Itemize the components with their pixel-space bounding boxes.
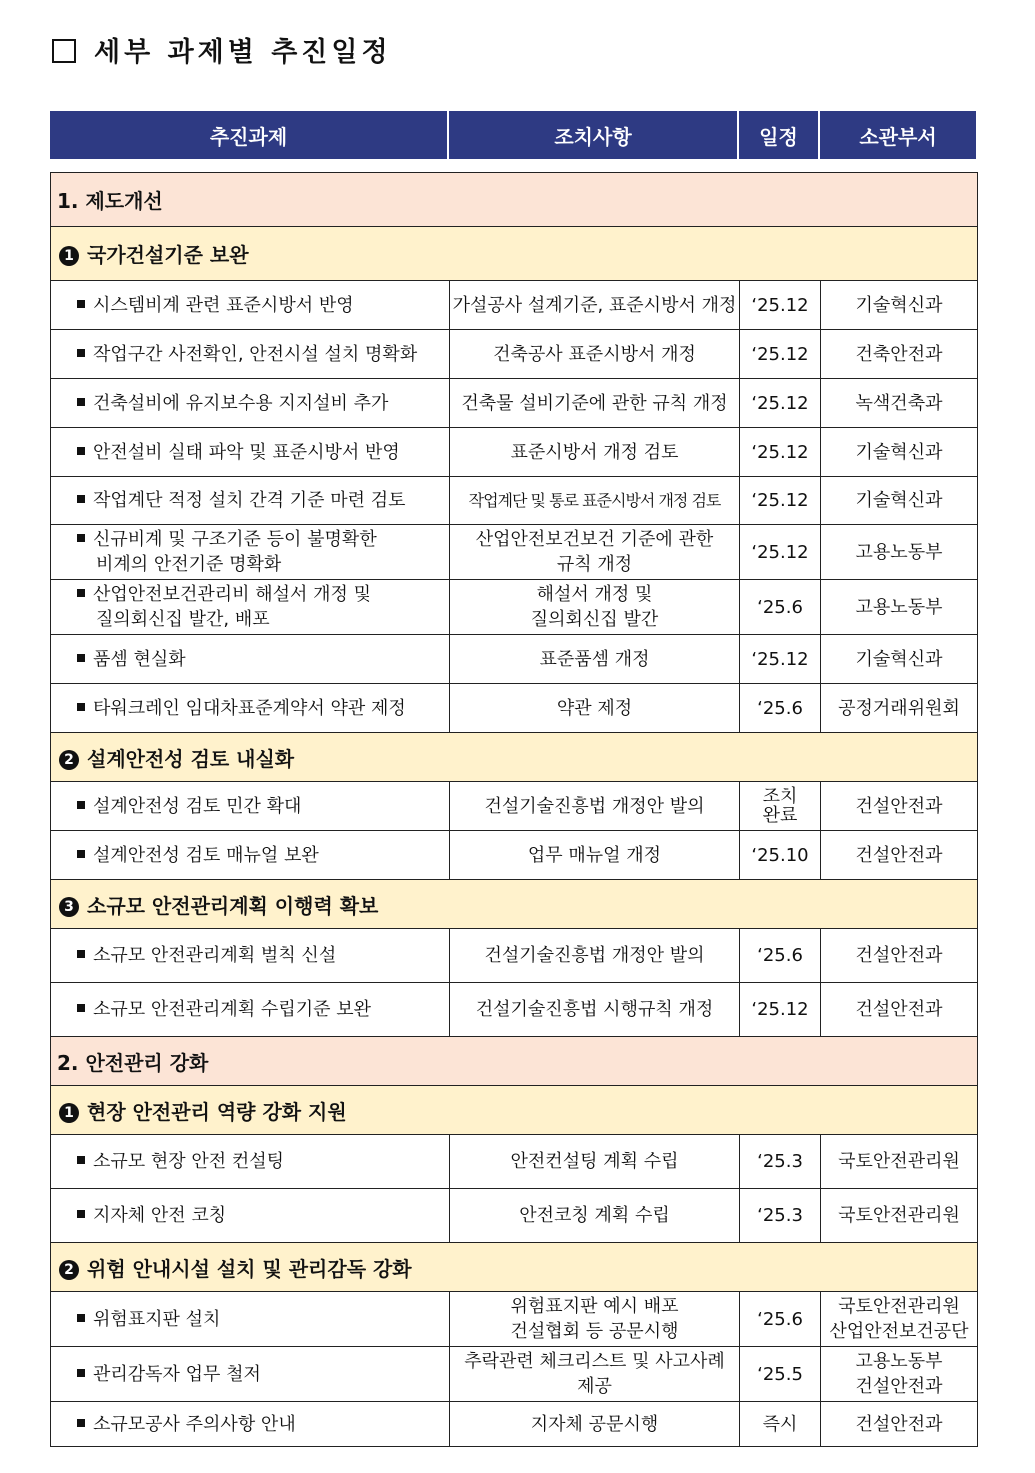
table-row (51, 525, 978, 580)
table-row (51, 684, 978, 733)
page-title: 세부 과제별 추진일정 (52, 30, 392, 69)
action-cell: 표준시방서 개정 검토 (450, 428, 740, 477)
schedule-cell: ‘25.3 (740, 1189, 821, 1243)
checkbox-square-icon (52, 39, 76, 63)
action-cell: 위험표지판 예시 배포 건설협회 등 공문시행 (450, 1292, 740, 1347)
circled-number-icon: 3 (59, 897, 79, 917)
task-text: 설계안전성 검토 민간 확대 (93, 795, 302, 817)
task-text: 신규비계 및 구조기준 등이 불명확한 (93, 529, 377, 550)
bullet-icon (77, 801, 85, 809)
task-text-line2: 비계의 안전기준 명확화 (96, 554, 282, 575)
action-cell: 작업계단 및 통로 표준시방서 개정 검토 (450, 477, 740, 525)
group-row (51, 733, 978, 782)
schedule-cell: ‘25.10 (740, 831, 821, 880)
group-label: 설계안전성 검토 내실화 (87, 746, 295, 771)
dept-cell: 기술혁신과 (821, 428, 978, 477)
schedule-cell: ‘25.12 (740, 379, 821, 428)
dept-cell: 고용노동부 (821, 525, 978, 580)
action-cell: 건설기술진흥법 개정안 발의 (450, 929, 740, 983)
bullet-icon (77, 398, 85, 406)
task-text-line2: 질의회신집 발간, 배포 (96, 609, 270, 630)
dept-cell: 기술혁신과 (821, 281, 978, 330)
task-text: 소규모 안전관리계획 벌칙 신설 (93, 945, 337, 966)
dept-cell: 공정거래위원회 (821, 684, 978, 733)
header-schedule: 일정 (739, 111, 820, 159)
dept-cell: 고용노동부 (821, 580, 978, 635)
table-row (51, 379, 978, 428)
dept-cell: 건설안전과 (821, 782, 978, 831)
header-action: 조치사항 (449, 111, 739, 159)
group-label: 소규모 안전관리계획 이행력 확보 (87, 893, 379, 918)
action-cell: 건축물 설비기준에 관한 규칙 개정 (450, 379, 740, 428)
schedule-cell: 조치 완료 (740, 782, 821, 831)
table-row (51, 1402, 978, 1447)
category-row (51, 173, 978, 227)
table-row (51, 428, 978, 477)
bullet-icon (77, 1369, 85, 1377)
bullet-icon (77, 1210, 85, 1218)
schedule-cell: ‘25.5 (740, 1347, 821, 1402)
group-label: 위험 안내시설 설치 및 관리감독 강화 (87, 1256, 412, 1281)
category-label: 2. 안전관리 강화 (51, 1037, 978, 1086)
group-row (51, 1086, 978, 1135)
dept-cell: 건축안전과 (821, 330, 978, 379)
dept-cell: 건설안전과 (821, 1402, 978, 1447)
circled-number-icon: 1 (59, 246, 79, 266)
group-row (51, 1243, 978, 1292)
schedule-cell: ‘25.6 (740, 929, 821, 983)
task-text: 작업계단 적정 설치 간격 기준 마련 검토 (93, 490, 406, 511)
table-row (51, 580, 978, 635)
dept-cell: 국토안전관리원 산업안전보건공단 (821, 1292, 978, 1347)
bullet-icon (77, 1156, 85, 1164)
schedule-cell: ‘25.6 (740, 684, 821, 733)
action-cell: 건설기술진흥법 시행규칙 개정 (450, 983, 740, 1037)
bullet-icon (77, 850, 85, 858)
action-cell: 지자체 공문시행 (450, 1402, 740, 1447)
action-cell: 해설서 개정 및 질의회신집 발간 (450, 580, 740, 635)
bullet-icon (77, 589, 85, 597)
task-text: 품셈 현실화 (93, 648, 186, 670)
task-text: 소규모 안전관리계획 수립기준 보완 (93, 999, 371, 1020)
action-cell: 업무 매뉴얼 개정 (450, 831, 740, 880)
category-label: 1. 제도개선 (51, 173, 978, 227)
bullet-icon (77, 349, 85, 357)
bullet-icon (77, 1314, 85, 1322)
dept-cell: 국토안전관리원 (821, 1189, 978, 1243)
action-cell: 약관 제정 (450, 684, 740, 733)
bullet-icon (77, 1419, 85, 1427)
task-text: 위험표지판 설치 (93, 1308, 221, 1330)
action-cell: 표준품셈 개정 (450, 635, 740, 684)
table-row (51, 477, 978, 525)
circled-number-icon: 2 (59, 1260, 79, 1280)
action-cell: 안전코칭 계획 수립 (450, 1189, 740, 1243)
task-text: 안전설비 실태 파악 및 표준시방서 반영 (93, 441, 400, 463)
task-text: 시스템비계 관련 표준시방서 반영 (93, 294, 354, 316)
group-row (51, 227, 978, 281)
dept-cell: 국토안전관리원 (821, 1135, 978, 1189)
bullet-icon (77, 534, 85, 542)
dept-cell: 녹색건축과 (821, 379, 978, 428)
table-row (51, 635, 978, 684)
header-dept: 소관부서 (859, 124, 937, 149)
action-cell: 건축공사 표준시방서 개정 (450, 330, 740, 379)
dept-cell: 기술혁신과 (821, 635, 978, 684)
circled-number-icon: 1 (59, 1103, 79, 1123)
bullet-icon (77, 1004, 85, 1012)
task-text: 소규모 현장 안전 컨설팅 (93, 1151, 285, 1172)
schedule-cell: ‘25.12 (740, 477, 821, 525)
dept-cell: 건설안전과 (821, 929, 978, 983)
dept-cell: 건설안전과 (821, 983, 978, 1037)
action-cell: 가설공사 설계기준, 표준시방서 개정 (450, 281, 740, 330)
task-text: 타워크레인 임대차표준계약서 약관 제정 (93, 697, 406, 719)
task-text: 작업구간 사전확인, 안전시설 설치 명확화 (93, 343, 418, 365)
schedule-cell: ‘25.12 (740, 330, 821, 379)
table-row (51, 281, 978, 330)
schedule-cell: ‘25.12 (740, 635, 821, 684)
action-cell: 산업안전보건보건 기준에 관한 규칙 개정 (450, 525, 740, 580)
dept-cell: 건설안전과 (821, 831, 978, 880)
circled-number-icon: 2 (59, 750, 79, 770)
table-row (51, 1189, 978, 1243)
schedule-cell: ‘25.6 (740, 580, 821, 635)
schedule-cell: ‘25.12 (740, 525, 821, 580)
dept-cell: 고용노동부 건설안전과 (821, 1347, 978, 1402)
table-row (51, 782, 978, 831)
task-text: 산업안전보건관리비 해설서 개정 및 (93, 584, 371, 605)
dept-cell: 기술혁신과 (821, 477, 978, 525)
task-text: 설계안전성 검토 매뉴얼 보완 (93, 844, 319, 866)
schedule-cell: 즉시 (740, 1402, 821, 1447)
group-label: 현장 안전관리 역량 강화 지원 (87, 1099, 347, 1124)
schedule-cell: ‘25.12 (740, 428, 821, 477)
bullet-icon (77, 447, 85, 455)
table-row (51, 1292, 978, 1347)
schedule-table (50, 172, 978, 1447)
schedule-cell: ‘25.12 (740, 983, 821, 1037)
schedule-cell: ‘25.12 (740, 281, 821, 330)
table-row (51, 1347, 978, 1402)
header-task: 추진과제 (50, 111, 449, 159)
category-row (51, 1037, 978, 1086)
task-text: 지자체 안전 코칭 (93, 1205, 227, 1226)
table-row (51, 983, 978, 1037)
action-cell: 추락관련 체크리스트 및 사고사례 제공 (450, 1347, 740, 1402)
group-row (51, 880, 978, 929)
table-header (50, 111, 976, 159)
bullet-icon (77, 495, 85, 503)
table-row (51, 1135, 978, 1189)
action-cell: 건설기술진흥법 개정안 발의 (450, 782, 740, 831)
action-cell: 안전컨설팅 계획 수립 (450, 1135, 740, 1189)
table-row (51, 929, 978, 983)
table-row (51, 831, 978, 880)
bullet-icon (77, 703, 85, 711)
bullet-icon (77, 654, 85, 662)
schedule-cell: ‘25.3 (740, 1135, 821, 1189)
task-text: 관리감독자 업무 철저 (93, 1363, 261, 1385)
task-text: 소규모공사 주의사항 안내 (93, 1413, 296, 1435)
group-label: 국가건설기준 보완 (87, 243, 249, 267)
schedule-cell: ‘25.6 (740, 1292, 821, 1347)
bullet-icon (77, 300, 85, 308)
table-row (51, 330, 978, 379)
bullet-icon (77, 950, 85, 958)
task-text: 건축설비에 유지보수용 지지설비 추가 (93, 392, 389, 414)
